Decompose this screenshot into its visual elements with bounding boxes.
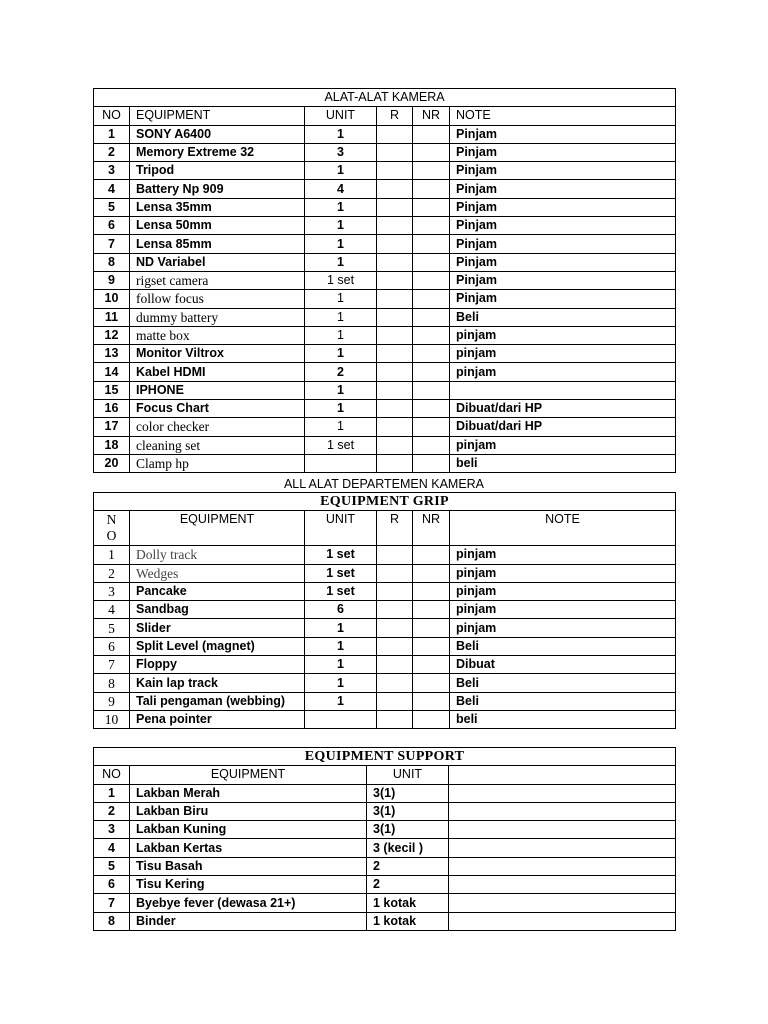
header-unit: UNIT [367,766,449,784]
cell-note [449,912,676,930]
table-row [94,454,676,472]
table-row [94,180,676,198]
table-title-row [94,89,676,107]
cell-note [449,802,676,820]
cell-r [377,271,413,289]
cell-note: Beli [450,308,676,326]
cell-note: pinjam [450,564,676,582]
cell-unit [305,710,377,728]
table-row [94,564,676,582]
cell-note [449,876,676,894]
cell-nr [413,180,450,198]
cell-nr [413,198,450,216]
cell-note [449,857,676,875]
cell-note [449,784,676,802]
cell-no: 2 [94,143,130,161]
cell-unit: 3(1) [367,802,449,820]
header-r: R [377,107,413,125]
cell-unit: 1 [305,326,377,344]
cell-nr [413,546,450,564]
cell-note: pinjam [450,582,676,600]
cell-no: 8 [94,253,130,271]
cell-no: 11 [94,308,130,326]
cell-equipment: color checker [130,418,305,436]
cell-equipment: cleaning set [130,436,305,454]
table-header-row [94,107,676,125]
cell-note: pinjam [450,345,676,363]
cell-unit: 4 [305,180,377,198]
cell-equipment: SONY A6400 [130,125,305,143]
cell-no: 7 [94,894,130,912]
cell-r [377,418,413,436]
cell-no: 8 [94,912,130,930]
cell-no: 8 [94,674,130,692]
header-r: R [377,511,413,546]
cell-unit [305,454,377,472]
header-nr: NR [413,107,450,125]
cell-note: Pinjam [450,162,676,180]
cell-nr [413,400,450,418]
cell-no: 3 [94,582,130,600]
cell-unit: 1 [305,619,377,637]
table-row [94,619,676,637]
cell-r [377,692,413,710]
table-row [94,436,676,454]
cell-note: Pinjam [450,290,676,308]
cell-r [377,180,413,198]
cell-r [377,674,413,692]
cell-no: 6 [94,637,130,655]
cell-equipment: ND Variabel [130,253,305,271]
cell-equipment: Clamp hp [130,454,305,472]
cell-r [377,162,413,180]
cell-nr [413,345,450,363]
cell-unit: 1 set [305,546,377,564]
header-unit: UNIT [305,107,377,125]
cell-equipment: rigset camera [130,271,305,289]
table-row [94,546,676,564]
cell-r [377,546,413,564]
cell-r [377,125,413,143]
cell-unit: 2 [367,876,449,894]
table-row [94,857,676,875]
cell-nr [413,418,450,436]
cell-note [449,894,676,912]
cell-note [449,821,676,839]
cell-nr [413,326,450,344]
cell-equipment: Pena pointer [130,710,305,728]
cell-no: 7 [94,235,130,253]
cell-equipment: dummy battery [130,308,305,326]
cell-nr [413,582,450,600]
cell-r [377,582,413,600]
cell-equipment: Tisu Kering [130,876,367,894]
cell-unit: 1 [305,637,377,655]
cell-no: 9 [94,692,130,710]
cell-r [377,710,413,728]
cell-unit: 1 [305,253,377,271]
cell-nr [413,290,450,308]
cell-equipment: Dolly track [130,546,305,564]
cell-equipment: Floppy [130,656,305,674]
cell-nr [413,162,450,180]
cell-unit: 1 kotak [367,912,449,930]
cell-no: 1 [94,125,130,143]
cell-note: Pinjam [450,235,676,253]
table-row [94,692,676,710]
cell-no: 15 [94,381,130,399]
cell-r [377,400,413,418]
cell-r [377,198,413,216]
cell-nr [413,692,450,710]
cell-equipment: Lakban Kuning [130,821,367,839]
table-row [94,784,676,802]
cell-note: pinjam [450,601,676,619]
cell-note: Pinjam [450,253,676,271]
cell-note [450,381,676,399]
cell-no: 6 [94,217,130,235]
cell-no: 6 [94,876,130,894]
cell-unit: 1 [305,418,377,436]
cell-equipment: Sandbag [130,601,305,619]
cell-no: 5 [94,857,130,875]
table-title-row [94,748,676,766]
cell-unit: 3(1) [367,784,449,802]
cell-r [377,235,413,253]
department-caption: ALL ALAT DEPARTEMEN KAMERA [283,477,485,491]
cell-note: pinjam [450,436,676,454]
cell-no: 20 [94,454,130,472]
cell-note: pinjam [450,619,676,637]
cell-equipment: Lensa 50mm [130,217,305,235]
cell-no: 1 [94,784,130,802]
cell-unit: 1 set [305,582,377,600]
cell-r [377,290,413,308]
table-row [94,802,676,820]
table-header-row [94,766,676,784]
cell-unit: 3 (kecil ) [367,839,449,857]
cell-unit: 1 [305,381,377,399]
cell-unit: 3(1) [367,821,449,839]
table-row [94,125,676,143]
cell-note: pinjam [450,546,676,564]
cell-r [377,143,413,161]
cell-nr [413,564,450,582]
cell-r [377,436,413,454]
table-row [94,637,676,655]
cell-equipment: Monitor Viltrox [130,345,305,363]
cell-r [377,381,413,399]
table-row [94,363,676,381]
cell-equipment: Kain lap track [130,674,305,692]
cell-note: Pinjam [450,271,676,289]
cell-equipment: Battery Np 909 [130,180,305,198]
header-equipment: EQUIPMENT [130,511,305,546]
cell-nr [413,454,450,472]
cell-equipment: IPHONE [130,381,305,399]
cell-equipment: Wedges [130,564,305,582]
table-row [94,308,676,326]
cell-unit: 2 [305,363,377,381]
cell-unit: 6 [305,601,377,619]
cell-unit: 1 [305,400,377,418]
table-row [94,876,676,894]
cell-equipment: Slider [130,619,305,637]
cell-r [377,308,413,326]
cell-no: 10 [94,290,130,308]
cell-equipment: Split Level (magnet) [130,637,305,655]
cell-note: beli [450,454,676,472]
cell-equipment: Lensa 35mm [130,198,305,216]
cell-nr [413,363,450,381]
cell-no: 2 [94,564,130,582]
cell-unit: 3 [305,143,377,161]
cell-r [377,363,413,381]
cell-no: 3 [94,821,130,839]
cell-equipment: matte box [130,326,305,344]
cell-unit: 1 [305,692,377,710]
cell-equipment: follow focus [130,290,305,308]
header-note: NOTE [450,107,676,125]
table-row [94,198,676,216]
table-row [94,912,676,930]
cell-no: 4 [94,601,130,619]
cell-note: pinjam [450,363,676,381]
cell-r [377,564,413,582]
support-equipment-table [93,747,676,931]
cell-no: 1 [94,546,130,564]
cell-no: 5 [94,198,130,216]
table-row [94,656,676,674]
table-row [94,271,676,289]
cell-equipment: Byebye fever (dewasa 21+) [130,894,367,912]
cell-unit: 1 [305,162,377,180]
cell-no: 2 [94,802,130,820]
cell-note: Pinjam [450,125,676,143]
cell-no: 4 [94,839,130,857]
header-nr: NR [413,511,450,546]
cell-equipment: Lakban Kertas [130,839,367,857]
cell-no: 12 [94,326,130,344]
table-row [94,894,676,912]
cell-note: Pinjam [450,180,676,198]
cell-note: Pinjam [450,143,676,161]
table-row [94,381,676,399]
table-row [94,345,676,363]
cell-nr [413,125,450,143]
cell-r [377,601,413,619]
cell-nr [413,308,450,326]
header-equipment: EQUIPMENT [130,107,305,125]
table-row [94,235,676,253]
cell-note: Dibuat/dari HP [450,418,676,436]
cell-unit: 1 [305,125,377,143]
cell-equipment: Focus Chart [130,400,305,418]
table-row [94,143,676,161]
cell-nr [413,656,450,674]
cell-unit: 1 set [305,436,377,454]
cell-r [377,345,413,363]
table-row [94,418,676,436]
table-row [94,253,676,271]
cell-nr [413,381,450,399]
cell-nr [413,601,450,619]
table-row [94,710,676,728]
cell-note: beli [450,710,676,728]
cell-r [377,326,413,344]
cell-no: 16 [94,400,130,418]
table-row [94,400,676,418]
cell-no: 14 [94,363,130,381]
cell-r [377,637,413,655]
cell-unit: 1 [305,235,377,253]
cell-note: Pinjam [450,217,676,235]
cell-unit: 1 set [305,564,377,582]
header-blank [449,766,676,784]
cell-nr [413,217,450,235]
cell-unit: 1 [305,345,377,363]
cell-nr [413,143,450,161]
table-row [94,674,676,692]
cell-no: 4 [94,180,130,198]
cell-no: 5 [94,619,130,637]
cell-no: 10 [94,710,130,728]
cell-unit: 1 kotak [367,894,449,912]
cell-unit: 1 [305,290,377,308]
support-table-title: EQUIPMENT SUPPORT [94,748,676,766]
cell-equipment: Tali pengaman (webbing) [130,692,305,710]
cell-r [377,656,413,674]
cell-note [449,839,676,857]
header-equipment: EQUIPMENT [130,766,367,784]
cell-no: 7 [94,656,130,674]
cell-unit: 1 set [305,271,377,289]
cell-equipment: Pancake [130,582,305,600]
table-row [94,821,676,839]
table-row [94,217,676,235]
table-row [94,326,676,344]
header-no: N O [94,511,130,546]
cell-unit: 2 [367,857,449,875]
cell-equipment: Tripod [130,162,305,180]
cell-equipment: Binder [130,912,367,930]
cell-note: pinjam [450,326,676,344]
cell-note: Beli [450,692,676,710]
cell-equipment: Lakban Merah [130,784,367,802]
table-row [94,601,676,619]
cell-unit: 1 [305,198,377,216]
cell-r [377,619,413,637]
cell-nr [413,253,450,271]
cell-note: Dibuat/dari HP [450,400,676,418]
cell-unit: 1 [305,308,377,326]
table-row [94,162,676,180]
cell-no: 13 [94,345,130,363]
cell-no: 3 [94,162,130,180]
cell-note: Beli [450,637,676,655]
header-unit: UNIT [305,511,377,546]
cell-unit: 1 [305,674,377,692]
cell-no: 17 [94,418,130,436]
table-header-row [94,511,676,546]
cell-equipment: Tisu Basah [130,857,367,875]
cell-equipment: Memory Extreme 32 [130,143,305,161]
cell-r [377,454,413,472]
cell-unit: 1 [305,217,377,235]
cell-nr [413,619,450,637]
grip-equipment-table [93,492,676,729]
cell-no: 9 [94,271,130,289]
table-row [94,839,676,857]
cell-note: Pinjam [450,198,676,216]
cell-r [377,253,413,271]
cell-nr [413,710,450,728]
cell-r [377,217,413,235]
cell-nr [413,637,450,655]
cell-nr [413,271,450,289]
header-no: NO [94,107,130,125]
table-row [94,290,676,308]
table-title-row [94,493,676,511]
table-row [94,582,676,600]
cell-nr [413,674,450,692]
cell-nr [413,235,450,253]
cell-note: Beli [450,674,676,692]
cell-nr [413,436,450,454]
cell-no: 18 [94,436,130,454]
header-note: NOTE [450,511,676,546]
cell-equipment: Lakban Biru [130,802,367,820]
camera-table-title: ALAT-ALAT KAMERA [94,89,676,107]
cell-equipment: Lensa 85mm [130,235,305,253]
header-no: NO [94,766,130,784]
grip-table-title: EQUIPMENT GRIP [94,493,676,511]
cell-unit: 1 [305,656,377,674]
cell-note: Dibuat [450,656,676,674]
camera-equipment-table [93,88,676,473]
cell-equipment: Kabel HDMI [130,363,305,381]
